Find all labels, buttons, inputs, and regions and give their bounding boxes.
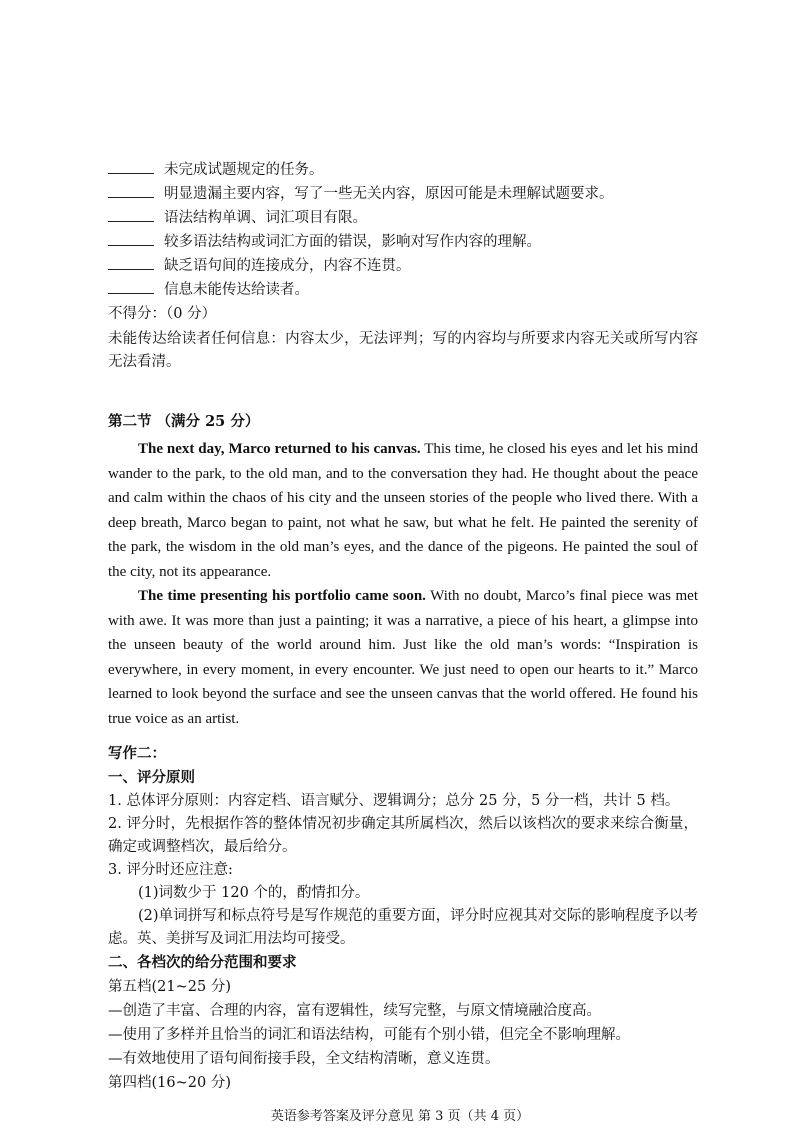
blank-line — [108, 185, 154, 198]
principle-3a: (1)词数少于 120 个的，酌情扣分。 — [138, 885, 370, 901]
writing-two — [108, 742, 698, 1095]
level-4-heading: 第四档(16~20 分) — [108, 1075, 231, 1091]
story-paragraph-1: The next day, Marco returned to his canvas. This time, he closed his eyes and let his mind wander to the park, to the old man, and to the conversation they had. He thought about the peace and calm within the chaos of his city and the unseen stories of the people who lived there. With a deep breath, Marco began to paint, not what he saw, but what he felt. He painted the serenity of the park, the wisdom in the old man’s eyes, and the dance of the pigeons. He painted the soul of the city, not its appearance. — [108, 441, 698, 580]
section-two-heading: 第二节 （满分 25 分） — [108, 413, 260, 430]
principle-1: 1. 总体评分原则：内容定档、语言赋分、逻辑调分；总分 25 分，5 分一档，共计 5 档。 — [108, 793, 680, 809]
criteria-line: 较多语法结构或词汇方面的错误，影响对写作内容的理解。 — [108, 230, 698, 254]
page-footer: 英语参考答案及评分意见 第 3 页（共 4 页） — [270, 1109, 530, 1124]
criteria-line: 明显遗漏主要内容，写了一些无关内容，原因可能是未理解试题要求。 — [108, 182, 698, 206]
story-paragraph-2: The time presenting his portfolio came soon. With no doubt, Marco’s final piece was met with awe. It was more than just a painting; it was a narrative, a piece of his heart, a glimpse into the unseen beauty of the world around him. Just like the old man’s words: “Inspiration is everywhere, in every moment, in every encounter. We just need to open our hearts to it.” Marco learned to look beyond the surface and see the unseen canvas that the world offered. He found his true voice as an artist. — [108, 588, 698, 727]
level-5-item: —有效地使用了语句间衔接手段，全文结构清晰，意义连贯。 — [108, 1051, 500, 1067]
levels-heading: 二、各档次的给分范围和要求 — [108, 954, 297, 971]
blank-line — [108, 209, 154, 222]
blank-line — [108, 257, 154, 270]
writing-two-heading: 写作二： — [108, 745, 166, 762]
criteria-line: 语法结构单调、词汇项目有限。 — [108, 206, 698, 230]
blank-line — [108, 161, 154, 174]
criteria-line: 信息未能传达给读者。 — [108, 278, 698, 302]
blank-line — [108, 233, 154, 246]
principle-2: 2. 评分时，先根据作答的整体情况初步确定其所属档次，然后以该档次的要求来综合衡量，确定或调整档次，最后给分。 — [108, 816, 698, 855]
principle-3: 3. 评分时还应注意: — [108, 862, 233, 878]
criteria-line: 未完成试题规定的任务。 — [108, 158, 698, 182]
level-5-item: —创造了丰富、合理的内容，富有逻辑性，续写完整，与原文情境融洽度高。 — [108, 1003, 601, 1019]
no-score-heading: 不得分：（0 分） — [108, 306, 217, 322]
criteria-line: 缺乏语句间的连接成分，内容不连贯。 — [108, 254, 698, 278]
no-score-text: 未能传达给读者任何信息：内容太少，无法评判；写的内容均与所要求内容无关或所写内容无法看清。 — [108, 331, 698, 370]
principle-3b: (2)单词拼写和标点符号是写作规范的重要方面，评分时应视其对交际的影响程度予以考虑。英、美拼写及词汇用法均可接受。 — [108, 908, 698, 947]
level-5-heading: 第五档(21~25 分) — [108, 979, 231, 995]
section-two — [108, 410, 698, 731]
principles-heading: 一、评分原则 — [108, 769, 195, 786]
criteria-list — [108, 158, 698, 374]
level-5-item: —使用了多样并且恰当的词汇和语法结构，可能有个别小错，但完全不影响理解。 — [108, 1027, 630, 1043]
blank-line — [108, 281, 154, 294]
